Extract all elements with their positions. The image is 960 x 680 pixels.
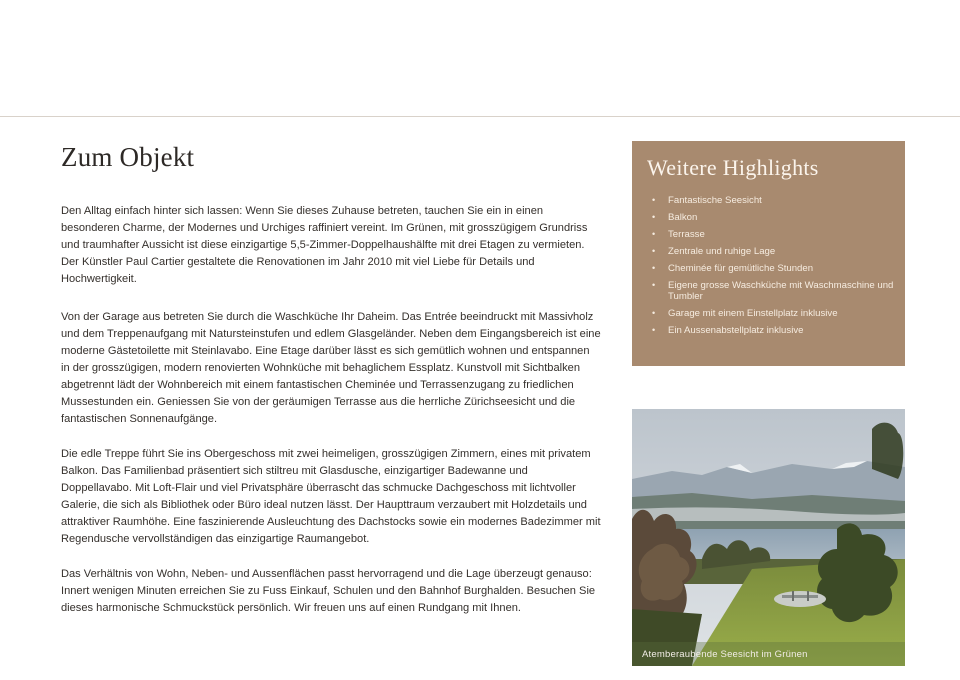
bullet-icon: • xyxy=(652,195,656,205)
bullet-icon: • xyxy=(652,246,656,256)
header-divider xyxy=(0,116,960,117)
page-title: Zum Objekt xyxy=(61,142,195,172)
bullet-icon: • xyxy=(652,229,656,239)
paragraph-intro: Den Alltag einfach hinter sich lassen: Wenn Sie dieses Zuhause betreten, tauchen Sie ein in einen besonderen Charme, der Modernes und Urchiges raffiniert vereint. Im Grünen, mit grosszügigem Grundriss und traumhafter Aussicht ist diese einzigartige 5,5-Zimmer-Doppelhaushälfte mit drei Etagen zu vermieten. Der Künstler Paul Cartier gestaltete die Renovationen im Jahr 2010 mit viel Liebe für Details und Hochwertigkeit. xyxy=(61,205,588,285)
highlight-item xyxy=(652,229,905,240)
highlight-item xyxy=(652,212,905,223)
bullet-icon: • xyxy=(652,280,656,290)
photo-caption: Atemberaubende Seesicht im Grünen xyxy=(642,649,808,660)
bullet-icon: • xyxy=(652,325,656,335)
highlight-item xyxy=(652,280,905,302)
highlight-label: Balkon xyxy=(668,212,698,223)
highlights-panel xyxy=(632,141,905,366)
highlight-label: Ein Aussenabstellplatz inklusive xyxy=(668,325,804,336)
highlight-item xyxy=(652,195,905,206)
paragraph-upper-floor: Die edle Treppe führt Sie ins Obergeschoss mit zwei heimeligen, grosszügigen Zimmern, eines mit privatem Balkon. Das Familienbad präsentiert sich stiltreu mit Glasdusche, einzigartiger Badewanne und Doppellavabo. Mit Loft-Flair und viel Privatsphäre überrascht das schmucke Dachgeschoss mit lichtvoller Galerie, die sich als Bibliothek oder Büro ideal nutzen lässt. Der Haupttraum verzaubert mit Holzdetails und attraktiver Raumhöhe. Eine faszinierende Ausleuchtung des Dachstocks sowie ein modernes Badezimmer mit Regendusche vervollständigen das einzigartige Raumangebot. xyxy=(61,448,601,545)
paragraph-location: Das Verhältnis von Wohn, Neben- und Aussenflächen passt hervorragend und die Lage überzeugt genauso: Innert wenigen Minuten erreichen Sie zu Fuss Einkauf, Schulen und den Bahnhof Burghalden. Besuchen Sie dieses harmonische Schmuckstück persönlich. Wir freuen uns auf einen Rundgang mit Ihnen. xyxy=(61,568,596,614)
highlight-item xyxy=(652,325,905,336)
highlight-label: Fantastische Seesicht xyxy=(668,195,762,206)
highlights-list xyxy=(632,195,905,336)
bullet-icon: • xyxy=(652,308,656,318)
bullet-icon: • xyxy=(652,263,656,273)
highlights-title: Weitere Highlights xyxy=(647,155,819,180)
highlight-label: Cheminée für gemütliche Stunden xyxy=(668,263,814,274)
highlight-label: Zentrale und ruhige Lage xyxy=(668,246,776,257)
paragraph-ground-floor: Von der Garage aus betreten Sie durch die Waschküche Ihr Daheim. Das Entrée beeindruckt mit Massivholz und dem Treppenaufgang mit Natursteinstufen und edlem Glasgeländer. Neben dem Eingangsbereich ist eine moderne Gästetoilette mit Steinlavabo. Eine Etage darüber lässt es sich gemütlich wohnen und entspannen in der grosszügigen, modern renovierten Wohnküche mit behaglichem Essplatz. Kunstvoll mit Sichtbalken abgetrennt lädt der Wohnbereich mit einem fantastischen Cheminée und Terrassenzugang zu friedlichen Mussestunden ein. Geniessen Sie von der geräumigen Terrasse aus die herrliche Zürichseesicht und die fantastischen Sonnenaufgänge. xyxy=(61,311,601,425)
highlight-item xyxy=(652,263,905,274)
highlight-label: Eigene grosse Waschküche mit Waschmaschine und Tumbler xyxy=(668,280,894,302)
main-content xyxy=(61,142,601,635)
highlight-label: Garage mit einem Einstellplatz inklusive xyxy=(668,308,838,319)
highlight-item xyxy=(652,308,905,319)
bullet-icon: • xyxy=(652,212,656,222)
highlight-item xyxy=(652,246,905,257)
lake-view-photo xyxy=(632,409,905,666)
lake-view-image xyxy=(632,409,905,666)
highlight-label: Terrasse xyxy=(668,229,705,240)
